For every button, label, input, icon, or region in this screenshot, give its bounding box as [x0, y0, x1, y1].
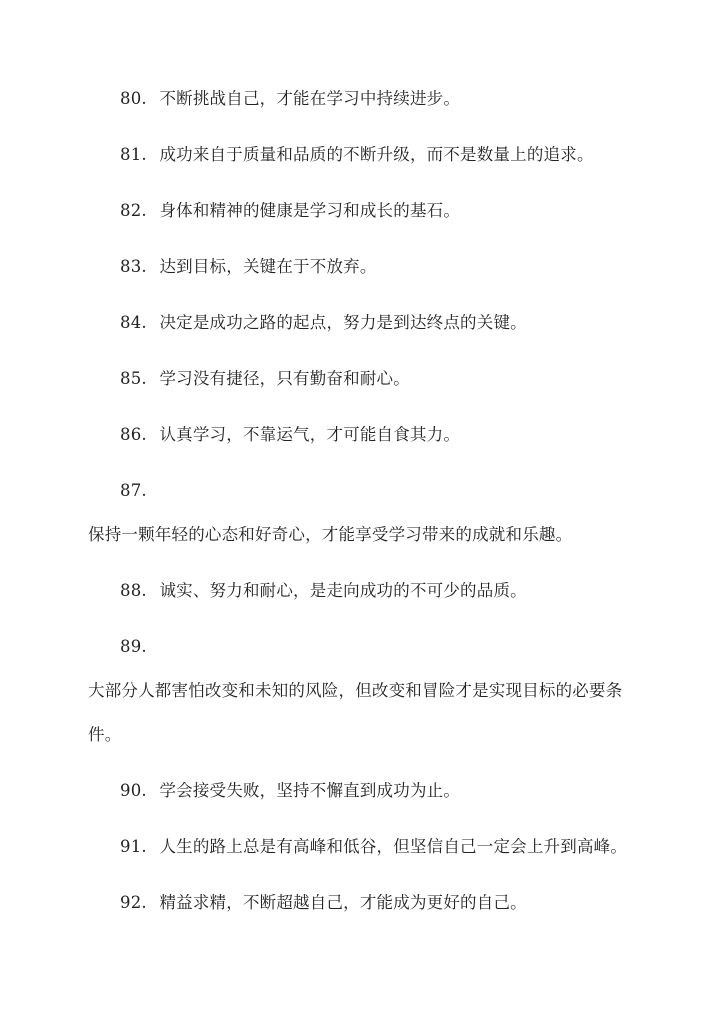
item-number: 83.: [120, 257, 147, 276]
item-number: 90.: [120, 781, 147, 800]
item-text: 不断挑战自己，才能在学习中持续进步。: [159, 89, 461, 108]
item-text-continuation: [88, 724, 121, 746]
item-text: 精益求精，不断超越自己，才能成为更好的自己。: [159, 893, 527, 912]
item-text: 学习没有捷径，只有勤奋和耐心。: [159, 369, 410, 388]
list-item: [120, 424, 460, 446]
item-number: 87.: [120, 481, 147, 500]
item-number: 82.: [120, 201, 147, 220]
item-number: 92.: [120, 893, 147, 912]
item-text: 成功来自于质量和品质的不断升级，而不是数量上的追求。: [159, 145, 594, 164]
item-text: 决定是成功之路的起点，努力是到达终点的关键。: [159, 313, 527, 332]
list-item: [120, 780, 460, 802]
list-item: [120, 200, 460, 222]
item-number: 81.: [120, 145, 147, 164]
list-item: [120, 892, 527, 914]
item-text: 学会接受失败，坚持不懈直到成功为止。: [159, 781, 461, 800]
item-text: 认真学习，不靠运气，才可能自食其力。: [159, 425, 461, 444]
list-item: [120, 580, 527, 602]
item-number: 80.: [120, 89, 147, 108]
list-item: [120, 144, 594, 166]
list-item: [120, 836, 627, 858]
item-text: 件。: [88, 725, 122, 744]
list-item: [120, 368, 410, 390]
list-item: [120, 256, 377, 278]
item-text: 诚实、努力和耐心，是走向成功的不可少的品质。: [159, 581, 527, 600]
item-text: 人生的路上总是有高峰和低谷，但坚信自己一定会上升到高峰。: [159, 837, 628, 856]
item-text: 保持一颗年轻的心态和好奇心，才能享受学习带来的成就和乐趣。: [88, 525, 573, 544]
list-item: [120, 312, 527, 334]
item-text-line: [88, 524, 572, 546]
item-number-line: [120, 480, 154, 502]
item-text: 身体和精神的健康是学习和成长的基石。: [159, 201, 461, 220]
item-number: 88.: [120, 581, 147, 600]
item-number-line: [120, 636, 154, 658]
item-number: 91.: [120, 837, 147, 856]
item-text: 大部分人都害怕改变和未知的风险，但改变和冒险才是实现目标的必要条: [88, 681, 623, 700]
item-number: 85.: [120, 369, 147, 388]
item-text: 达到目标，关键在于不放弃。: [159, 257, 377, 276]
item-number: 89.: [120, 637, 147, 656]
item-number: 84.: [120, 313, 147, 332]
item-number: 86.: [120, 425, 147, 444]
list-item: [120, 88, 460, 110]
item-text-line: [88, 680, 622, 702]
